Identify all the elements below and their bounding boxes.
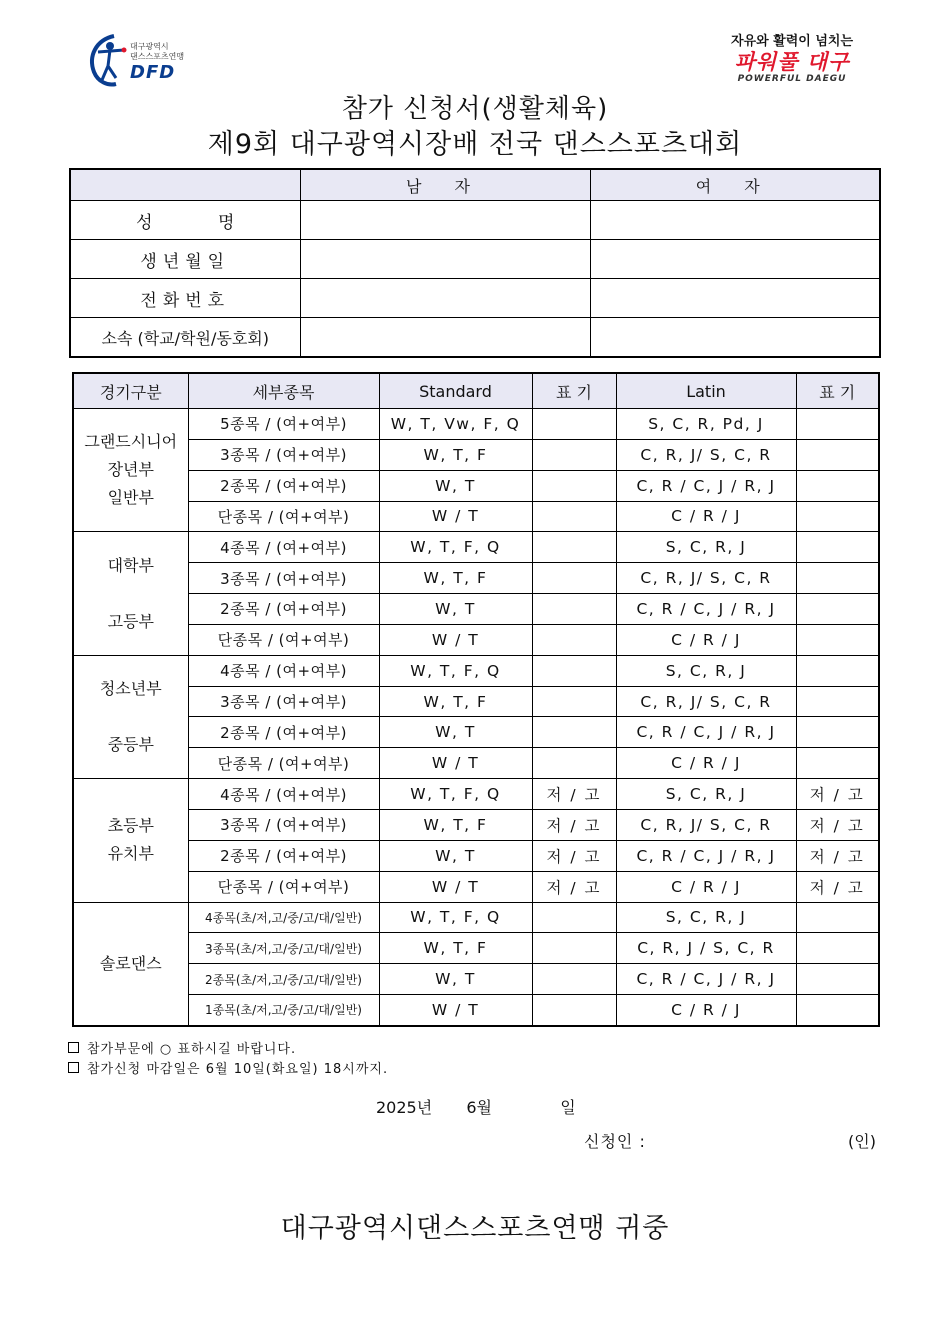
sub-event-cell: 2종목 / (여+여부)	[188, 594, 379, 625]
latin-dances-cell: S, C, R, J	[616, 902, 796, 933]
latin-dances-cell: C, R / C, J / R, J	[616, 717, 796, 748]
sub-event-cell: 2종목(초/저,고/중/고/대/일반)	[188, 964, 379, 995]
standard-mark-cell[interactable]	[532, 563, 616, 594]
row-label-birth: 생년월일	[70, 240, 300, 279]
standard-dances-cell: W, T, F, Q	[379, 655, 532, 686]
standard-dances-cell: W, T, F, Q	[379, 779, 532, 810]
org-name-line1: 대구광역시	[130, 42, 169, 51]
form-title: 참가 신청서(생활체육)	[341, 94, 609, 124]
female-affiliation-field[interactable]	[590, 318, 880, 358]
latin-dances-cell: C / R / J	[616, 871, 796, 902]
event-row	[73, 501, 879, 532]
latin-dances-cell: C, R / C, J / R, J	[616, 964, 796, 995]
event-row	[73, 594, 879, 625]
latin-mark-cell[interactable]	[796, 409, 879, 440]
category-line: 일반부	[107, 488, 154, 508]
standard-mark-cell[interactable]	[532, 470, 616, 501]
latin-mark-cell[interactable]	[796, 563, 879, 594]
female-birth-field[interactable]	[590, 240, 880, 279]
standard-dances-cell: W, T	[379, 964, 532, 995]
latin-mark-cell[interactable]	[796, 655, 879, 686]
event-row	[73, 439, 879, 470]
sub-event-cell: 5종목 / (여+여부)	[188, 409, 379, 440]
slogan: 자유와 활력이 넘치는	[730, 34, 854, 49]
category-cell	[73, 655, 188, 778]
event-row	[73, 840, 879, 871]
latin-dances-cell: C, R / C, J / R, J	[616, 840, 796, 871]
standard-mark-cell[interactable]	[532, 501, 616, 532]
standard-dances-cell: W, T, F	[379, 686, 532, 717]
female-name-field[interactable]	[590, 201, 880, 240]
sub-event-cell: 1종목(초/저,고/중/고/대/일반)	[188, 995, 379, 1026]
header-std-mark: 표 기	[532, 373, 616, 409]
sub-event-cell: 단종목 / (여+여부)	[188, 748, 379, 779]
standard-mark-cell[interactable]	[532, 439, 616, 470]
latin-dances-cell: C, R, J/ S, C, R	[616, 563, 796, 594]
standard-dances-cell: W, T	[379, 470, 532, 501]
latin-mark-cell[interactable]	[796, 439, 879, 470]
latin-mark-cell[interactable]	[796, 933, 879, 964]
event-row	[73, 809, 879, 840]
latin-dances-cell: C, R / C, J / R, J	[616, 470, 796, 501]
applicant-signature-label: 신청인 :	[584, 1132, 646, 1151]
category-line: 그랜드시니어	[84, 432, 178, 452]
standard-dances-cell: W / T	[379, 748, 532, 779]
category-cell	[73, 532, 188, 655]
male-phone-field[interactable]	[300, 279, 590, 318]
category-line: 솔로댄스	[99, 953, 162, 973]
standard-mark-cell[interactable]	[532, 594, 616, 625]
standard-dances-cell: W, T, Vw, F, Q	[379, 409, 532, 440]
latin-dances-cell: C / R / J	[616, 624, 796, 655]
application-date	[376, 1095, 576, 1118]
latin-dances-cell: S, C, R, J	[616, 532, 796, 563]
sub-event-cell: 2종목 / (여+여부)	[188, 717, 379, 748]
org-name-line2: 댄스스포츠연맹	[130, 52, 185, 61]
seal-mark: (인)	[848, 1132, 876, 1151]
sub-event-cell: 3종목 / (여+여부)	[188, 439, 379, 470]
latin-mark-cell[interactable]	[796, 624, 879, 655]
sub-event-cell: 4종목 / (여+여부)	[188, 532, 379, 563]
event-row	[73, 779, 879, 810]
standard-mark-cell[interactable]	[532, 933, 616, 964]
standard-dances-cell: W, T, F, Q	[379, 902, 532, 933]
standard-dances-cell: W, T	[379, 717, 532, 748]
standard-mark-cell[interactable]: 저 / 고	[532, 779, 616, 810]
standard-dances-cell: W, T, F	[379, 933, 532, 964]
latin-mark-cell[interactable]: 저 / 고	[796, 779, 879, 810]
dfd-logo	[84, 30, 204, 90]
event-row	[73, 624, 879, 655]
category-cell	[73, 409, 188, 532]
sub-event-cell: 3종목 / (여+여부)	[188, 563, 379, 594]
event-row	[73, 686, 879, 717]
sub-event-cell: 4종목(초/저,고/중/고/대/일반)	[188, 902, 379, 933]
male-name-field[interactable]	[300, 201, 590, 240]
standard-mark-cell[interactable]	[532, 624, 616, 655]
standard-dances-cell: W, T	[379, 594, 532, 625]
events-table	[72, 372, 880, 1027]
standard-mark-cell[interactable]: 저 / 고	[532, 871, 616, 902]
latin-dances-cell: C, R, J/ S, C, R	[616, 809, 796, 840]
standard-mark-cell[interactable]: 저 / 고	[532, 840, 616, 871]
sub-event-cell: 단종목 / (여+여부)	[188, 501, 379, 532]
notes	[68, 1040, 388, 1080]
row-label-phone: 전화번호	[70, 279, 300, 318]
sub-event-cell: 3종목 / (여+여부)	[188, 809, 379, 840]
event-row	[73, 655, 879, 686]
sub-event-cell: 2종목 / (여+여부)	[188, 840, 379, 871]
standard-mark-cell[interactable]	[532, 409, 616, 440]
checkbox-icon	[68, 1062, 79, 1073]
latin-mark-cell[interactable]	[796, 995, 879, 1026]
event-row	[73, 964, 879, 995]
latin-mark-cell[interactable]	[796, 964, 879, 995]
sub-event-cell: 단종목 / (여+여부)	[188, 624, 379, 655]
standard-dances-cell: W / T	[379, 501, 532, 532]
standard-mark-cell[interactable]	[532, 655, 616, 686]
header-blank	[70, 169, 300, 201]
powerful-daegu-logo	[722, 34, 862, 85]
note-item: 참가신청 마감일은 6월 10일(화요일) 18시까지.	[68, 1060, 388, 1080]
event-row	[73, 933, 879, 964]
applicant-table	[69, 168, 881, 358]
date-year: 2025년	[376, 1098, 433, 1117]
event-row	[73, 470, 879, 501]
latin-dances-cell: C / R / J	[616, 995, 796, 1026]
sub-event-cell: 4종목 / (여+여부)	[188, 779, 379, 810]
standard-mark-cell[interactable]	[532, 532, 616, 563]
standard-mark-cell[interactable]	[532, 995, 616, 1026]
female-phone-field[interactable]	[590, 279, 880, 318]
row-label-affiliation: 소속 (학교/학원/동호회)	[70, 318, 300, 358]
checkbox-icon	[68, 1042, 79, 1053]
event-row	[73, 748, 879, 779]
category-line: 청소년부	[99, 678, 162, 698]
latin-mark-cell[interactable]	[796, 717, 879, 748]
event-title: 제9회 대구광역시장배 전국 댄스스포츠대회	[207, 129, 743, 160]
latin-mark-cell[interactable]	[796, 686, 879, 717]
latin-mark-cell[interactable]: 저 / 고	[796, 809, 879, 840]
standard-mark-cell[interactable]	[532, 902, 616, 933]
header-sub-event: 세부종목	[188, 373, 379, 409]
category-line	[74, 703, 188, 731]
latin-dances-cell: C, R, J/ S, C, R	[616, 686, 796, 717]
row-label-name: 성 명	[70, 201, 300, 240]
event-row	[73, 871, 879, 902]
standard-dances-cell: W / T	[379, 624, 532, 655]
latin-mark-cell[interactable]	[796, 748, 879, 779]
brand-en: POWERFUL DAEGU	[737, 74, 847, 84]
male-affiliation-field[interactable]	[300, 318, 590, 358]
header-female: 여 자	[590, 169, 880, 201]
dancer-icon	[84, 30, 130, 88]
category-cell	[73, 902, 188, 1026]
event-row	[73, 995, 879, 1026]
date-day: 일	[560, 1098, 576, 1117]
latin-dances-cell: C / R / J	[616, 501, 796, 532]
sub-event-cell: 4종목 / (여+여부)	[188, 655, 379, 686]
standard-mark-cell[interactable]	[532, 748, 616, 779]
sub-event-cell: 단종목 / (여+여부)	[188, 871, 379, 902]
sub-event-cell: 3종목 / (여+여부)	[188, 686, 379, 717]
event-row	[73, 717, 879, 748]
header-category: 경기구분	[73, 373, 188, 409]
standard-mark-cell[interactable]: 저 / 고	[532, 809, 616, 840]
recipient: 대구광역시댄스스포츠연맹 귀중	[280, 1213, 670, 1244]
standard-dances-cell: W / T	[379, 995, 532, 1026]
standard-dances-cell: W, T, F	[379, 809, 532, 840]
standard-mark-cell[interactable]	[532, 686, 616, 717]
org-abbr: DFD	[130, 62, 176, 83]
header-latin: Latin	[616, 373, 796, 409]
latin-mark-cell[interactable]	[796, 532, 879, 563]
event-row	[73, 409, 879, 440]
category-line: 장년부	[107, 460, 154, 480]
note-item: 참가부문에 ○ 표하시길 바랍니다.	[68, 1040, 388, 1060]
category-line: 대학부	[107, 555, 154, 575]
category-line: 초등부	[107, 816, 154, 836]
latin-dances-cell: S, C, R, J	[616, 779, 796, 810]
latin-mark-cell[interactable]: 저 / 고	[796, 840, 879, 871]
header-standard: Standard	[379, 373, 532, 409]
standard-mark-cell[interactable]	[532, 964, 616, 995]
latin-mark-cell[interactable]	[796, 594, 879, 625]
latin-dances-cell: S, C, R, J	[616, 655, 796, 686]
latin-mark-cell[interactable]	[796, 470, 879, 501]
latin-dances-cell: S, C, R, Pd, J	[616, 409, 796, 440]
latin-mark-cell[interactable]	[796, 501, 879, 532]
latin-dances-cell: C, R, J / S, C, R	[616, 933, 796, 964]
category-line	[74, 580, 188, 608]
latin-mark-cell[interactable]	[796, 902, 879, 933]
sub-event-cell: 3종목(초/저,고/중/고/대/일반)	[188, 933, 379, 964]
latin-mark-cell[interactable]: 저 / 고	[796, 871, 879, 902]
standard-dances-cell: W / T	[379, 871, 532, 902]
header-male: 남 자	[300, 169, 590, 201]
latin-dances-cell: C / R / J	[616, 748, 796, 779]
brand: 파워풀 대구	[734, 50, 850, 74]
event-row	[73, 902, 879, 933]
latin-dances-cell: C, R / C, J / R, J	[616, 594, 796, 625]
date-month: 6월	[466, 1098, 493, 1117]
event-row	[73, 563, 879, 594]
header-lat-mark: 표 기	[796, 373, 879, 409]
male-birth-field[interactable]	[300, 240, 590, 279]
standard-dances-cell: W, T	[379, 840, 532, 871]
standard-dances-cell: W, T, F	[379, 563, 532, 594]
category-line: 고등부	[107, 611, 154, 631]
event-row	[73, 532, 879, 563]
category-cell	[73, 779, 188, 902]
latin-dances-cell: C, R, J/ S, C, R	[616, 439, 796, 470]
standard-dances-cell: W, T, F	[379, 439, 532, 470]
standard-dances-cell: W, T, F, Q	[379, 532, 532, 563]
sub-event-cell: 2종목 / (여+여부)	[188, 470, 379, 501]
standard-mark-cell[interactable]	[532, 717, 616, 748]
category-line: 중등부	[107, 734, 154, 754]
category-line: 유치부	[107, 844, 154, 864]
